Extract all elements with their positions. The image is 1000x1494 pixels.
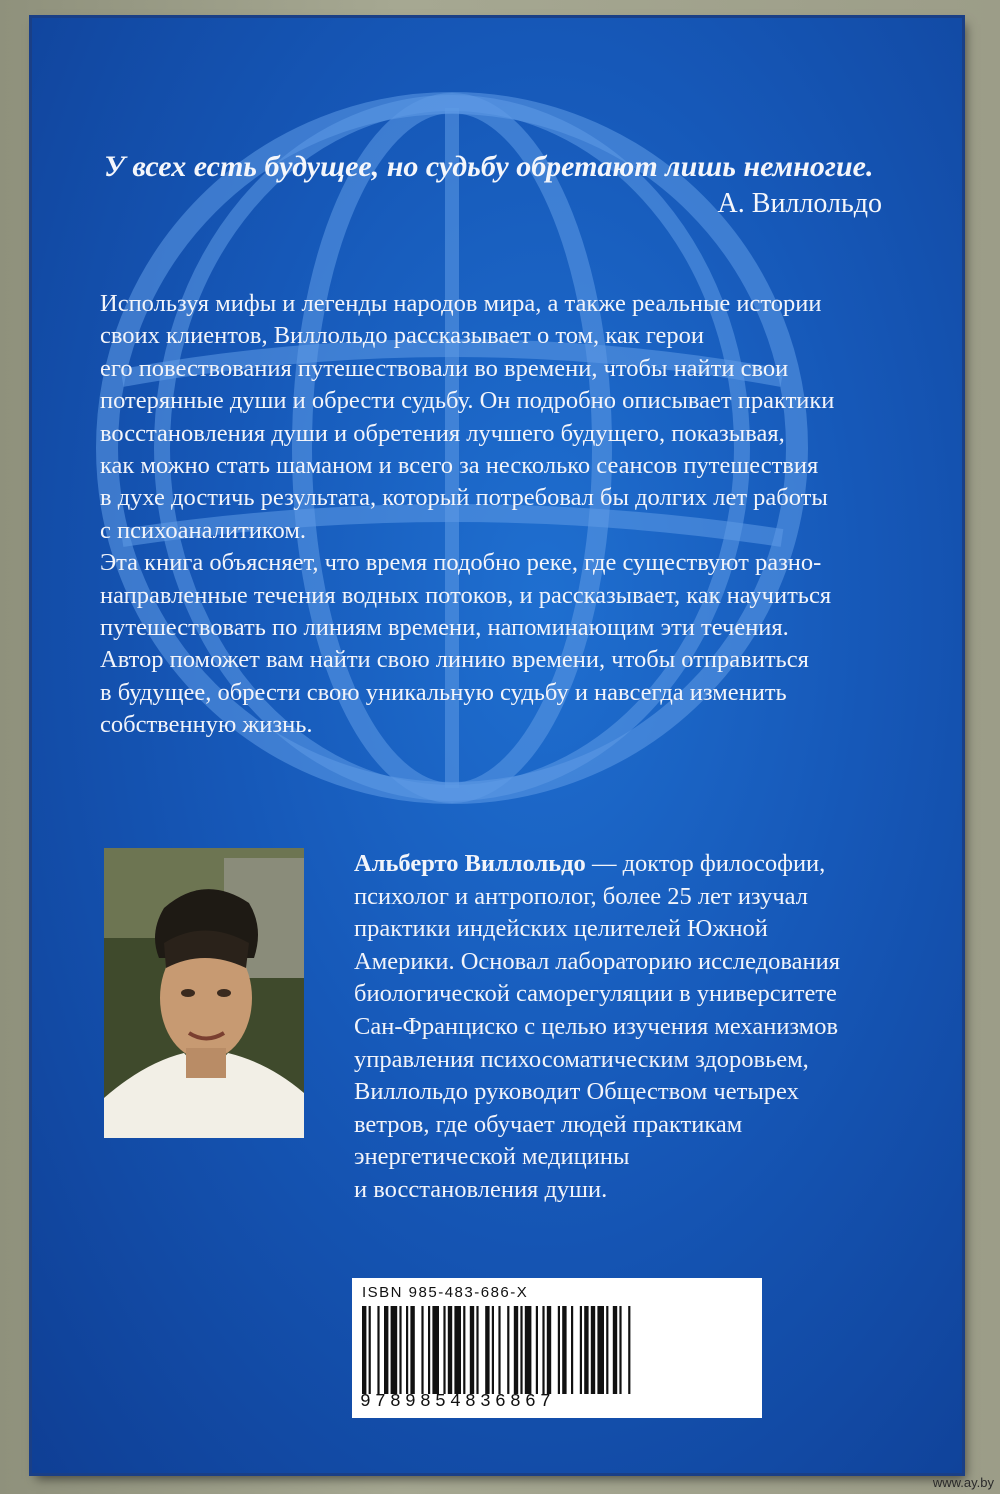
barcode-bar [507, 1306, 509, 1394]
barcode-bar [463, 1306, 465, 1394]
barcode-bar [542, 1306, 544, 1394]
barcode-bar [584, 1306, 588, 1394]
bio-line: психолог и антрополог, более 25 лет изучал [354, 882, 808, 910]
barcode-bar [498, 1306, 500, 1394]
barcode-bar [558, 1306, 560, 1394]
isbn-barcode-label [352, 1278, 762, 1418]
epigraph-quote: У всех есть будущее, но судьбу обретают лишь немногие. [104, 150, 874, 183]
description-line: его повествования путешествовали во времени, чтобы найти свои [100, 354, 789, 382]
barcode-bar [562, 1306, 566, 1394]
bio-line: Виллольдо руководит Обществом четырех [354, 1078, 799, 1106]
barcode-bar [432, 1306, 439, 1394]
barcode-bar [476, 1306, 478, 1394]
barcode-bar [485, 1306, 489, 1394]
description-line: с психоаналитиком. [100, 516, 306, 544]
barcode-bar [410, 1306, 414, 1394]
bio-first-line [354, 848, 914, 881]
barcode-bar [606, 1306, 608, 1394]
bio-line: Сан-Франциско с целью изучения механизмов [354, 1012, 839, 1040]
barcode-bar [384, 1306, 388, 1394]
barcode-bar [377, 1306, 379, 1394]
description-line: Эта книга объясняет, что время подобно реке, где существуют разно- [100, 549, 822, 577]
epigraph-author: А. Виллольдо [717, 188, 882, 219]
author-portrait-image [104, 848, 304, 1138]
site-watermark: www.ay.by [932, 1475, 994, 1490]
barcode-bar [597, 1306, 604, 1394]
bio-line: управления психосоматическим здоровьем, [354, 1045, 809, 1073]
description-line: направленные течения водных потоков, и рассказывает, как научиться [100, 581, 832, 609]
barcode-bar [399, 1306, 401, 1394]
barcode-bar [613, 1306, 617, 1394]
barcode-bar [428, 1306, 430, 1394]
description-line: в будущее, обрести свою уникальную судьбу и навсегда изменить [100, 678, 787, 706]
barcode-bar [619, 1306, 621, 1394]
barcode-bar [525, 1306, 532, 1394]
bio-line: и восстановления души. [354, 1175, 608, 1203]
description-line: потерянные души и обрести судьбу. Он подробно описывает практики [100, 387, 835, 415]
globe-graphic [32, 18, 962, 1473]
author-photo [104, 848, 304, 1138]
author-name: Альберто Виллольдо [354, 850, 586, 877]
bio-line: биологической саморегуляции в университете [354, 980, 837, 1008]
description-line: восстановления души и обретения лучшего будущего, показывая, [100, 419, 785, 447]
book-back-cover [32, 18, 962, 1473]
description-line: в духе достичь результата, который потребовал бы долгих лет работы [100, 484, 828, 512]
bio-line: Америки. Основал лабораторию исследования [354, 947, 841, 975]
barcode-bar [628, 1306, 630, 1394]
barcode-bar [520, 1306, 522, 1394]
description-line: путешествовать по линиям времени, напоминающим эти течения. [100, 614, 789, 642]
barcode-bar [470, 1306, 474, 1394]
barcode-bar [421, 1306, 423, 1394]
barcode-bar [443, 1306, 445, 1394]
barcode-icon [360, 1306, 752, 1394]
book-description [100, 288, 920, 742]
barcode-bar [514, 1306, 518, 1394]
barcode-bar [571, 1306, 573, 1394]
isbn-number: ISBN 985-483-686-X [362, 1284, 529, 1301]
description-line: Автор поможет вам найти свою линию времени, чтобы отправиться [100, 646, 809, 674]
description-line: как можно стать шаманом и всего за несколько сеансов путешествия [100, 452, 819, 480]
barcode-bar [492, 1306, 494, 1394]
barcode-bar [391, 1306, 398, 1394]
barcode-digits: 9789854836867 [360, 1392, 556, 1412]
bio-line: практики индейских целителей Южной [354, 915, 768, 943]
barcode-bar [454, 1306, 461, 1394]
bio-first-line-rest: — доктор философии, [585, 850, 826, 877]
description-line: собственную жизнь. [100, 711, 313, 739]
barcode-bar [369, 1306, 371, 1394]
description-line: своих клиентов, Виллольдо рассказывает о том, как герои [100, 322, 704, 350]
barcode-bar [536, 1306, 538, 1394]
barcode-bar [362, 1306, 366, 1394]
bio-line: энергетической медицины [354, 1143, 630, 1171]
author-bio [354, 848, 914, 1207]
bio-line: ветров, где обучает людей практикам [354, 1110, 743, 1138]
barcode-bar [547, 1306, 551, 1394]
description-line: Используя мифы и легенды народов мира, а также реальные истории [100, 290, 822, 317]
barcode-bar [406, 1306, 408, 1394]
barcode-bar [580, 1306, 582, 1394]
barcode-bar [448, 1306, 452, 1394]
barcode-bar [591, 1306, 595, 1394]
